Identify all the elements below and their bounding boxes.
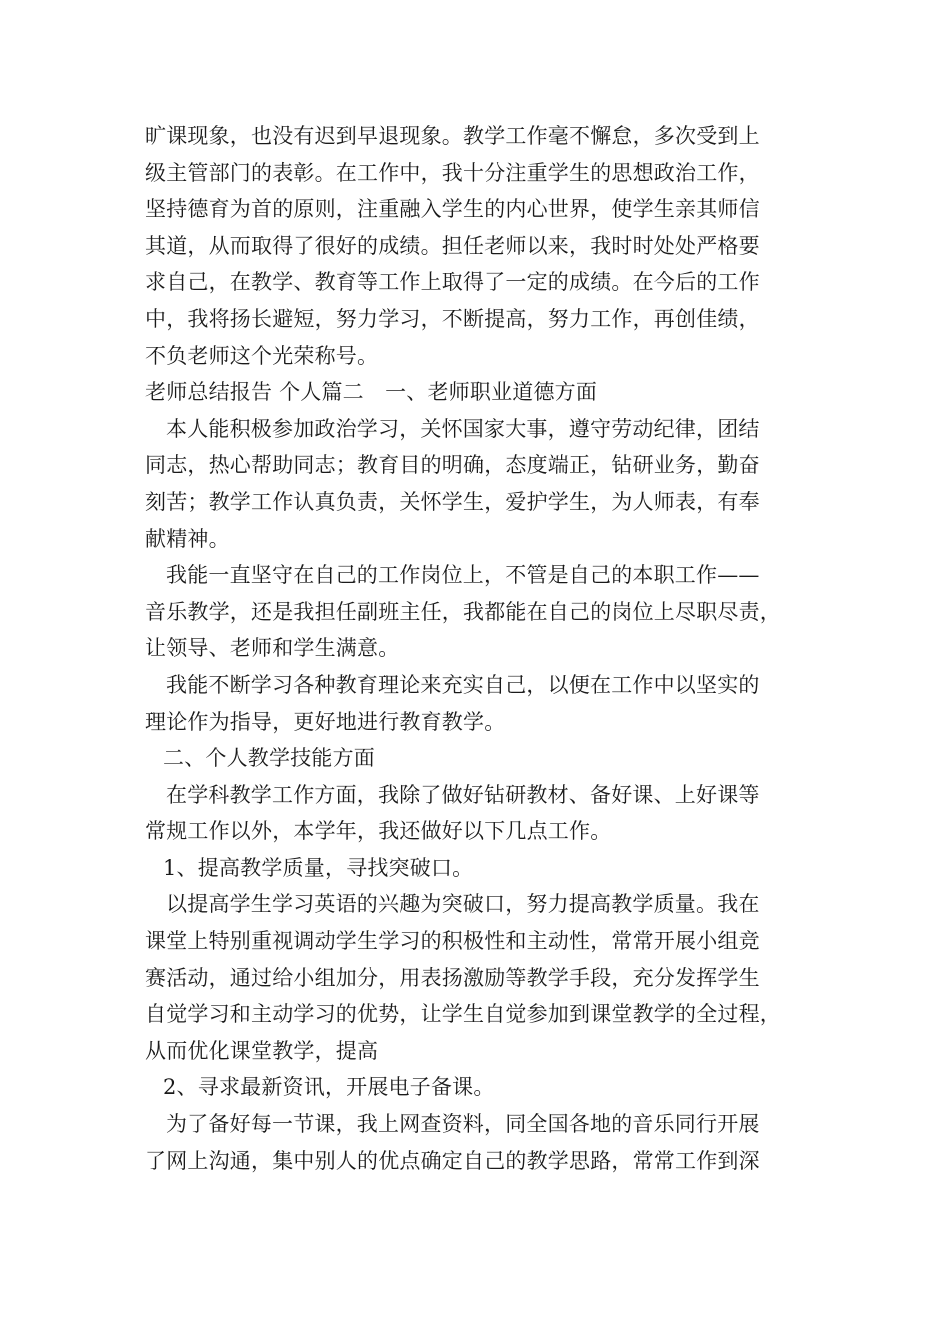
text-line: 我能不断学习各种教育理论来充实自己，以便在工作中以坚实的 (166, 672, 760, 697)
text-line: 课堂上特别重视调动学生学习的积极性和主动性，常常开展小组竞 (145, 929, 760, 954)
text-line: 坚持德育为首的原则，注重融入学生的内心世界，使学生亲其师信 (145, 197, 760, 222)
text-line: 级主管部门的表彰。在工作中，我十分注重学生的思想政治工作， (145, 160, 760, 185)
text-line: 我能一直坚守在自己的工作岗位上，不管是自己的本职工作—— (166, 563, 760, 588)
text-line: 自觉学习和主动学习的优势，让学生自觉参加到课堂教学的全过程， (145, 1002, 781, 1027)
text-line: 以提高学生学习英语的兴趣为突破口，努力提高教学质量。我在 (166, 892, 760, 917)
text-line: 让领导、老师和学生满意。 (145, 636, 400, 661)
text-line: 音乐教学，还是我担任副班主任，我都能在自己的岗位上尽职尽责， (145, 599, 781, 624)
text-line: 理论作为指导，更好地进行教育教学。 (145, 709, 506, 734)
text-line: 从而优化课堂教学，提高 (145, 1038, 379, 1063)
text-line: 在学科教学工作方面，我除了做好钻研教材、备好课、上好课等 (166, 782, 760, 807)
section-heading: 二、个人教学技能方面 (163, 746, 375, 771)
text-line: 不负老师这个光荣称号。 (145, 343, 379, 368)
document-body (145, 118, 815, 1179)
text-line: 旷课现象，也没有迟到早退现象。教学工作毫不懈怠，多次受到上 (145, 124, 760, 148)
text-line: 赛活动，通过给小组加分，用表扬激励等教学手段，充分发挥学生 (145, 965, 760, 990)
text-line: 常规工作以外，本学年，我还做好以下几点工作。 (145, 819, 612, 844)
text-line: 其道，从而取得了很好的成绩。担任老师以来，我时时处处严格要 (145, 233, 760, 258)
list-item-heading: 1、提高教学质量，寻找突破口。 (163, 855, 474, 880)
text-line: 同志，热心帮助同志；教育目的明确，态度端正，钻研业务，勤奋 (145, 453, 760, 478)
text-line: 刻苦；教学工作认真负责，关怀学生，爱护学生，为人师表，有奉 (145, 489, 760, 514)
section-heading: 老师总结报告 个人篇二 一、老师职业道德方面 (145, 380, 598, 405)
text-line: 求自己，在教学、教育等工作上取得了一定的成绩。在今后的工作 (145, 270, 760, 295)
text-line: 本人能积极参加政治学习，关怀国家大事，遵守劳动纪律，团结 (166, 416, 760, 441)
text-line: 为了备好每一节课，我上网查资料，同全国各地的音乐同行开展 (166, 1112, 760, 1137)
list-item-heading: 2、寻求最新资讯，开展电子备课。 (163, 1075, 495, 1100)
text-line: 中，我将扬长避短，努力学习，不断提高，努力工作，再创佳绩， (145, 306, 760, 331)
text-line: 献精神。 (145, 526, 230, 551)
text-line: 了网上沟通，集中别人的优点确定自己的教学思路，常常工作到深 (145, 1148, 760, 1173)
